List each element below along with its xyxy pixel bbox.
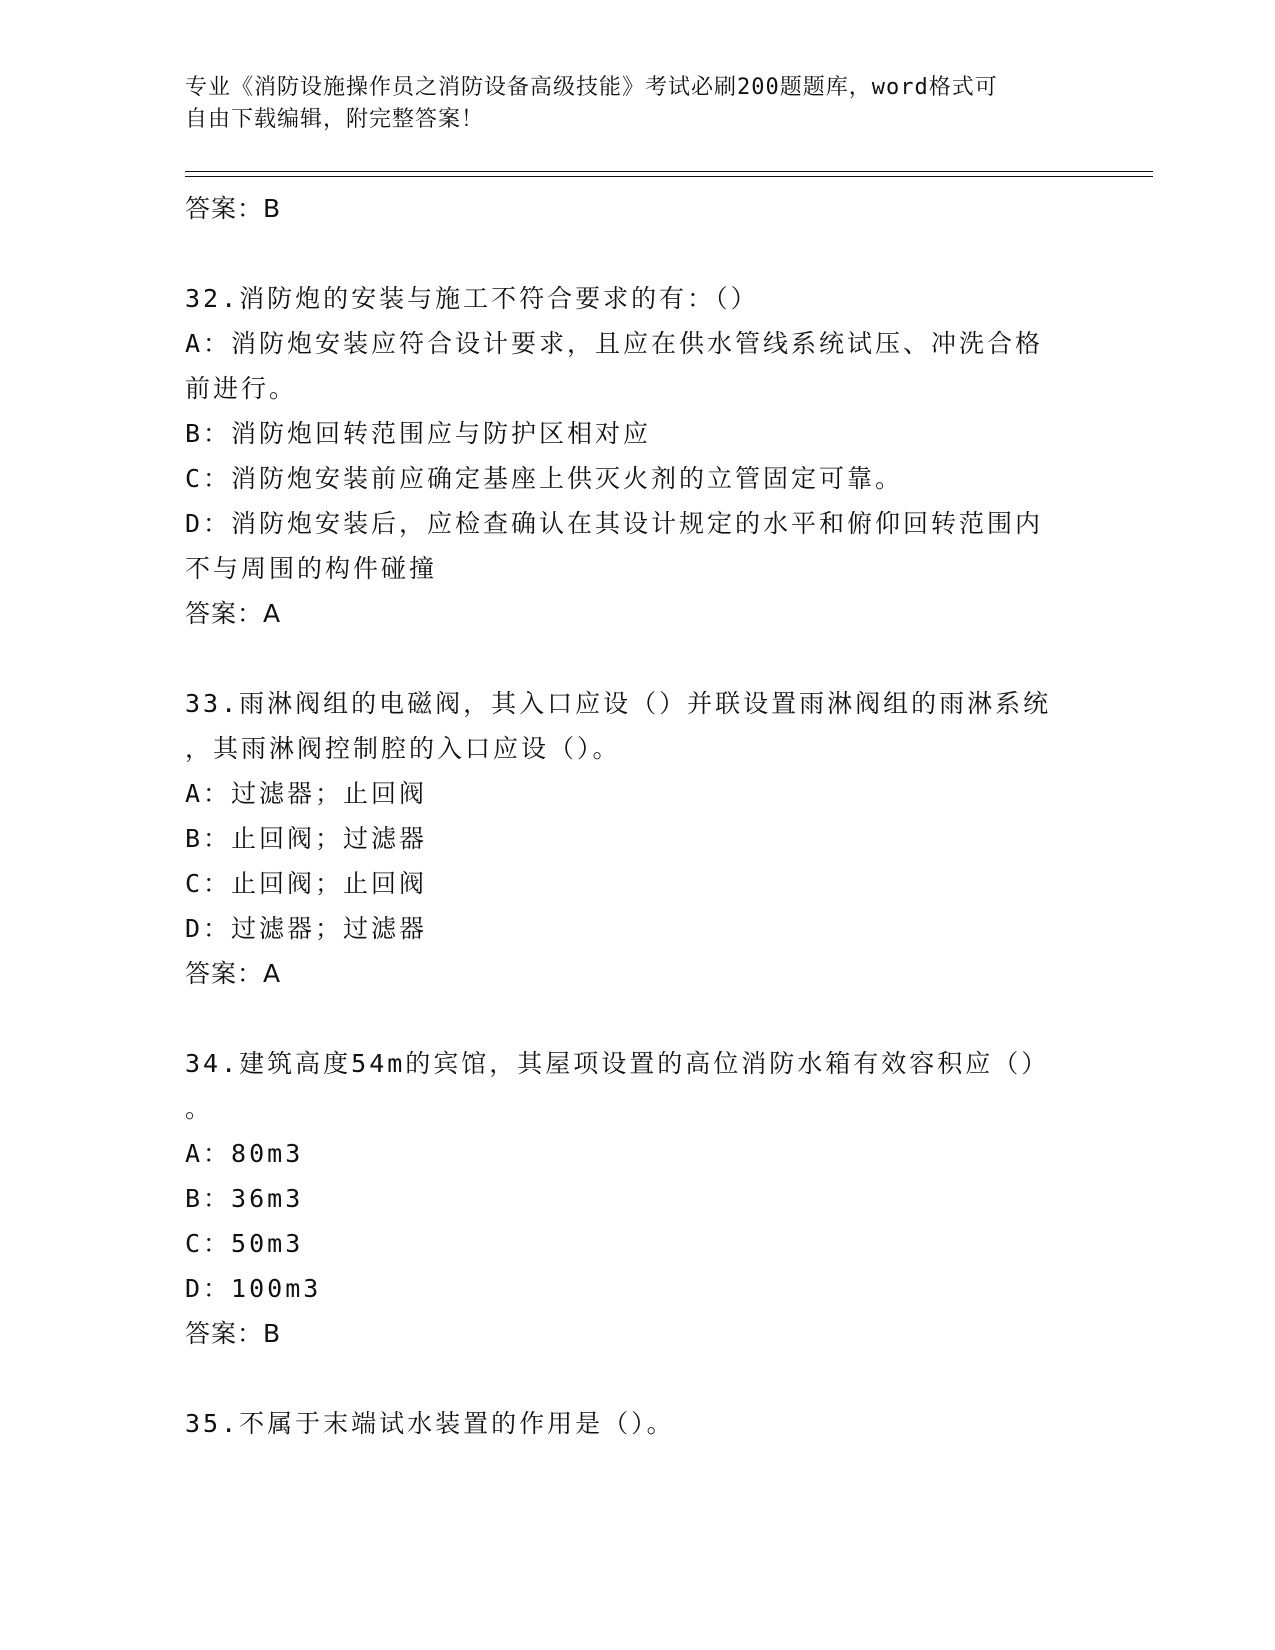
question-35 (185, 1401, 1085, 1446)
option-b: B：止回阀；过滤器 (185, 824, 428, 853)
option-b: B：36m3 (185, 1184, 304, 1213)
spacer (185, 1356, 1085, 1401)
option-d-continued: 不与周围的构件碰撞 (185, 554, 438, 583)
header-rule-bottom (185, 176, 1153, 177)
answer-line: 答案：B (185, 1319, 282, 1348)
option-a: A：80m3 (185, 1139, 304, 1168)
question-text: 34.建筑高度54m的宾馆，其屋项设置的高位消防水箱有效容积应（） (185, 1049, 1050, 1078)
option-c: C：止回阀；止回阀 (185, 869, 428, 898)
option-b: B：消防炮回转范围应与防护区相对应 (185, 419, 652, 448)
question-text-continued: 。 (185, 1094, 214, 1123)
question-32 (185, 276, 1085, 636)
header-line-2: 自由下载编辑，附完整答案！ (185, 107, 485, 132)
option-a: A：消防炮安装应符合设计要求，且应在供水管线系统试压、冲洗合格 (185, 329, 1044, 358)
question-34 (185, 1041, 1085, 1356)
document-header (185, 72, 1065, 136)
answer-line: 答案：A (185, 959, 282, 988)
spacer (185, 231, 1085, 276)
question-text: 33.雨淋阀组的电磁阀，其入口应设（）并联设置雨淋阀组的雨淋系统 (185, 689, 1052, 718)
header-rule-top (185, 171, 1153, 172)
spacer (185, 996, 1085, 1041)
header-line-1: 专业《消防设施操作员之消防设备高级技能》考试必刷200题题库，word格式可 (185, 75, 998, 100)
option-d: D：过滤器；过滤器 (185, 914, 428, 943)
question-33 (185, 681, 1085, 996)
option-d: D：100m3 (185, 1274, 322, 1303)
option-a-continued: 前进行。 (185, 374, 298, 403)
question-text: 32.消防炮的安装与施工不符合要求的有：（） (185, 284, 759, 313)
answer-line: 答案：A (185, 599, 282, 628)
question-text: 35.不属于末端试水装置的作用是（）。 (185, 1409, 675, 1438)
question-list (185, 186, 1085, 1446)
option-d: D：消防炮安装后，应检查确认在其设计规定的水平和俯仰回转范围内 (185, 509, 1044, 538)
spacer (185, 636, 1085, 681)
option-c: C：50m3 (185, 1229, 304, 1258)
question-text-continued: ，其雨淋阀控制腔的入口应设（）。 (185, 734, 621, 763)
option-c: C：消防炮安装前应确定基座上供灭火剂的立管固定可靠。 (185, 464, 904, 493)
answer-line: 答案：B (185, 194, 282, 223)
option-a: A：过滤器；止回阀 (185, 779, 428, 808)
